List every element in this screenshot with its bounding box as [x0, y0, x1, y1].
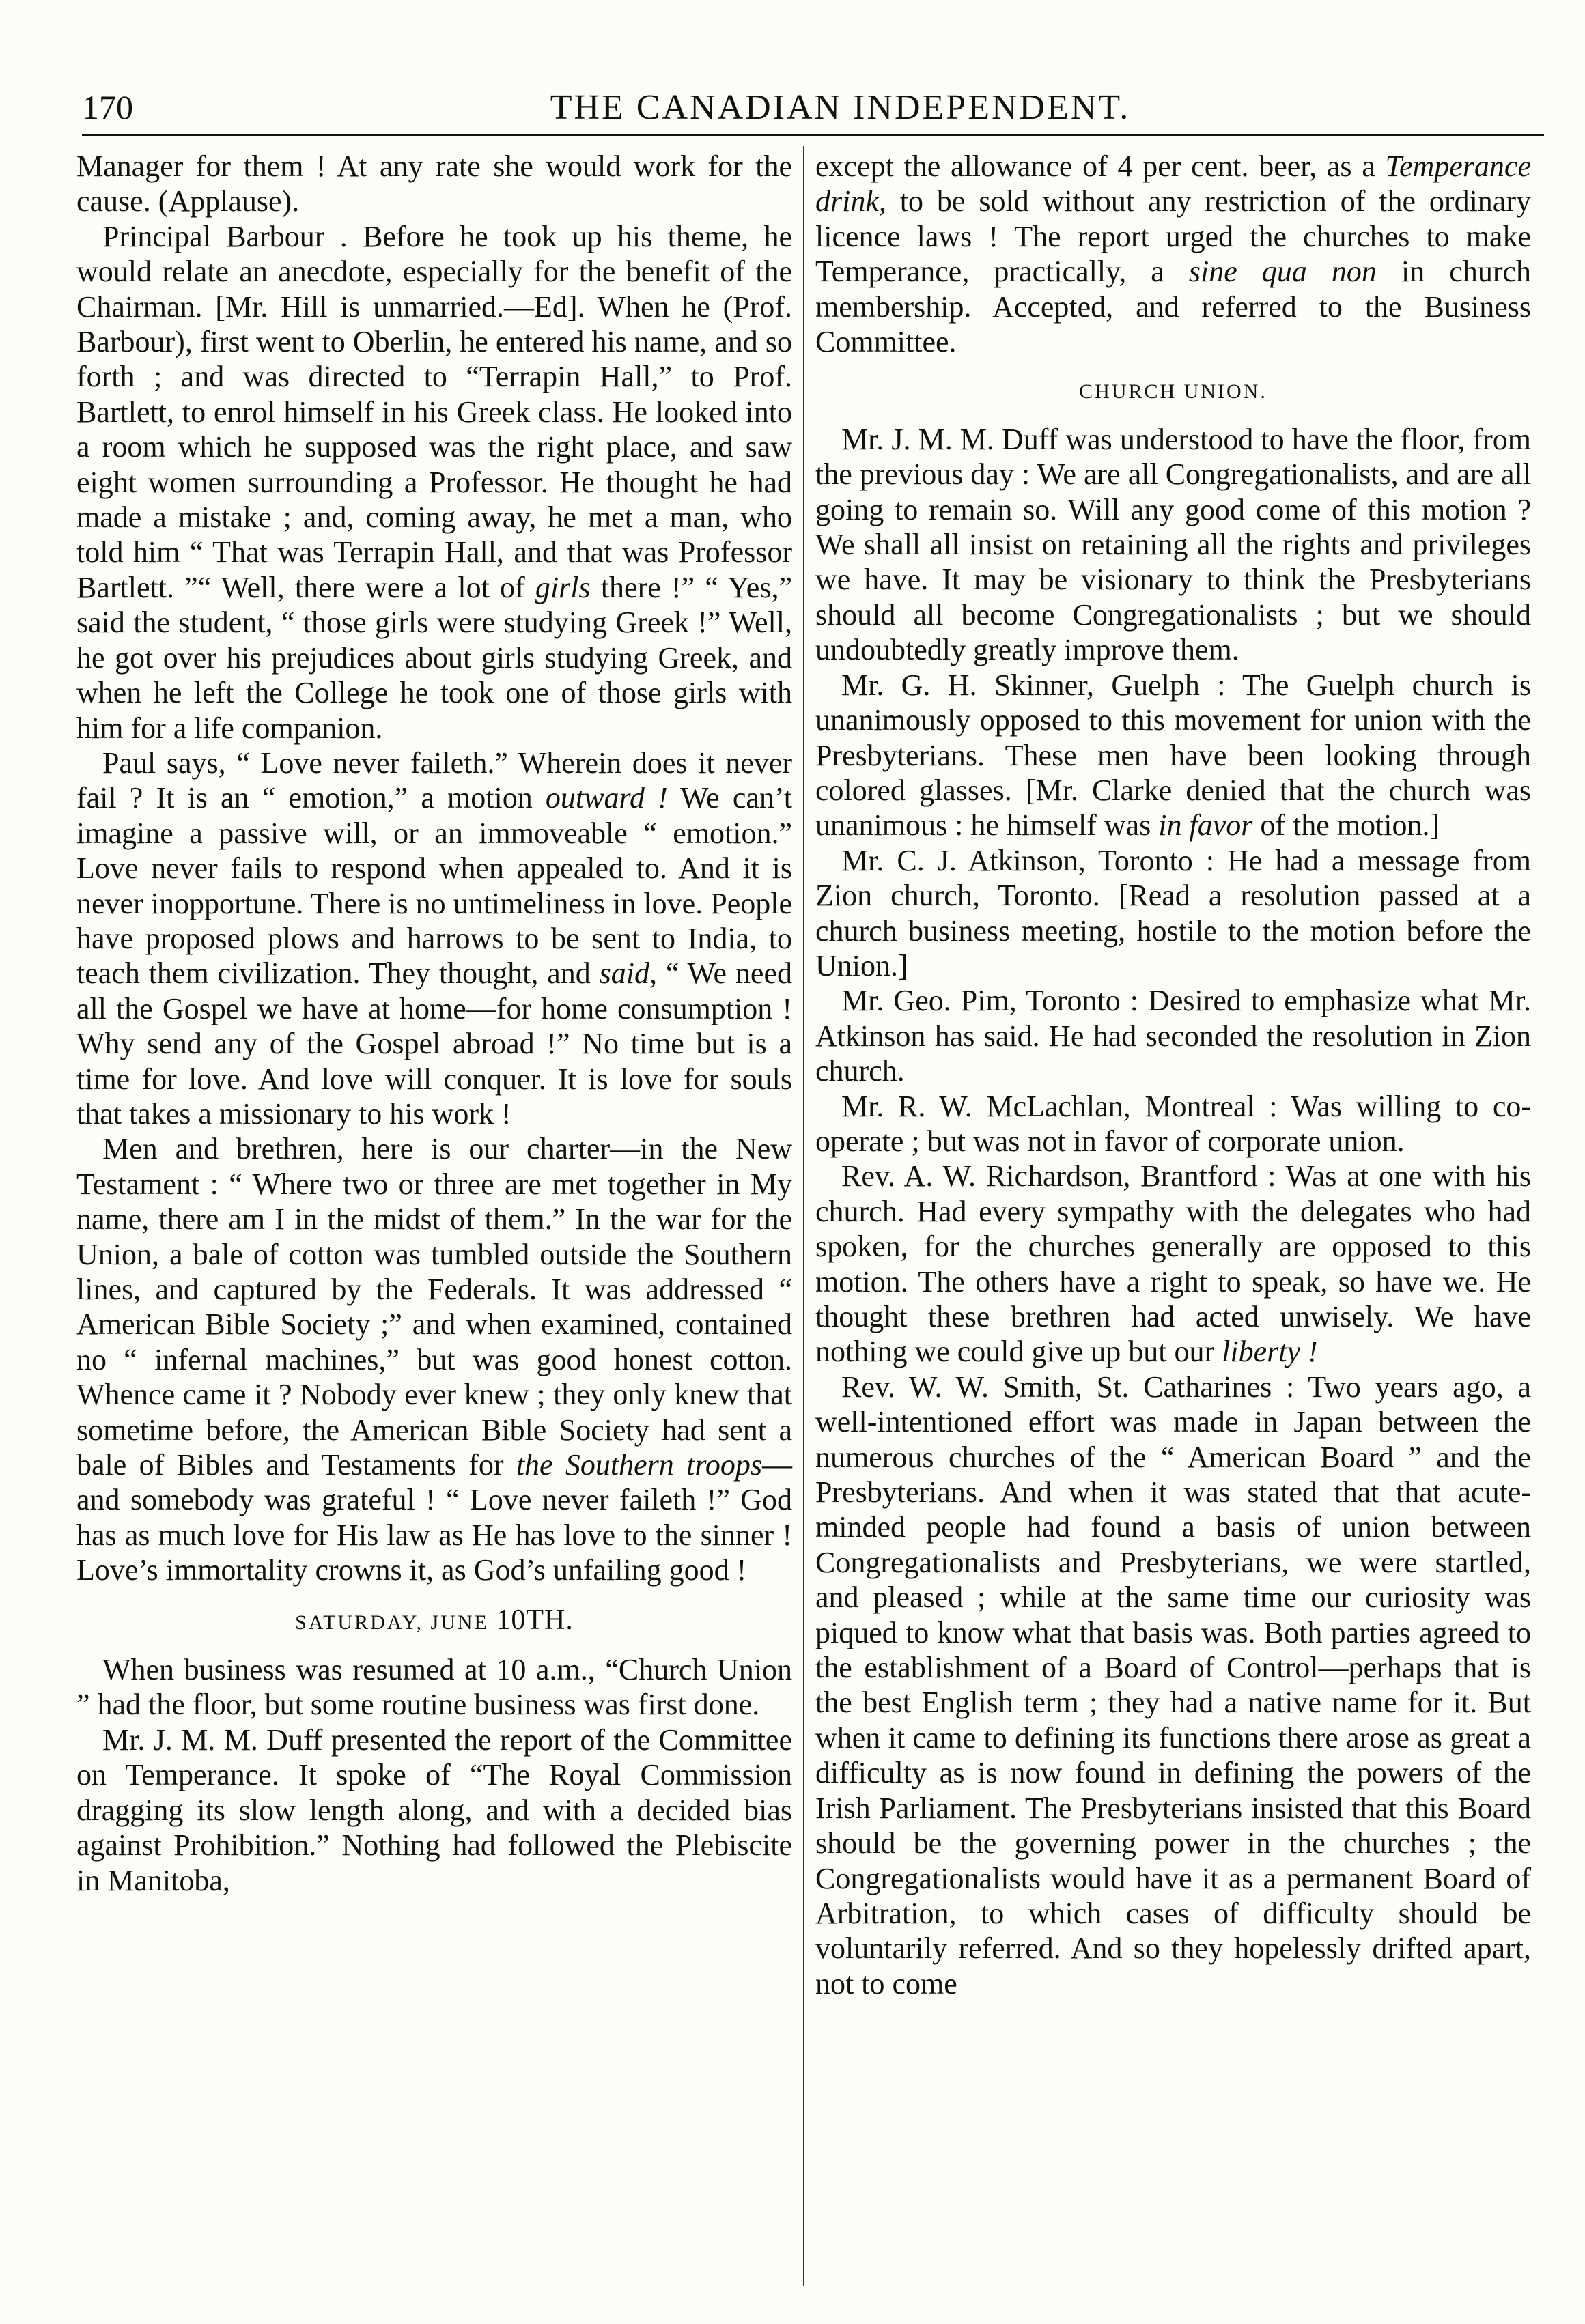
- column-divider: [803, 146, 804, 2286]
- paragraph: Mr. R. W. McLachlan, Montreal : Was willing to co-operate ; but was not in favor of corporate union.: [815, 1089, 1531, 1158]
- paragraph: When business was resumed at 10 a.m., “Church Union ” had the floor, but some routine business was first done.: [76, 1653, 792, 1722]
- paragraph: except the allowance of 4 per cent. beer, as a Temperance drink, to be sold without any restriction of the ordinary licence laws ! The report urged the churches to make Temperance, practically, a sine qua non in church membership. Accepted, and referred to the Business Committee.: [815, 150, 1532, 359]
- journal-title: THE CANADIAN INDEPENDENT.: [550, 88, 1131, 127]
- section-heading-saturday: SATURDAY, JUNE 10TH.: [295, 1604, 574, 1636]
- paragraph: Mr. J. M. M. Duff was understood to have the floor, from the previous day : We are all Congregationalists, and are all going to remain so. Will any good come of this motion ? We shall all insist on retaining all the rights and privileges we have. It may be visionary to think the Presbyterians should all become Congregationalists ; but we should undoubtedly greatly improve them.: [815, 422, 1531, 667]
- paragraph: Rev. A. W. Richardson, Brantford : Was at one with his church. Had every sympathy with the delegates who had spoken, for the churches generally are opposed to this motion. The others have a right to speak, so have we. He thought these brethren had acted unwisely. We have nothing we could give up but our liberty !: [815, 1159, 1531, 1369]
- paragraph: Men and brethren, here is our charter—in the New Testament : “ Where two or three are met together in My name, there am I in the midst of them.” In the war for the Union, a bale of cotton was tumbled outside the Southern lines, and captured by the Federals. It was addressed “ American Bible Society ;” and when examined, contained no “ infernal machines,” but was good honest cotton. Whence came it ? Nobody ever knew ; they only knew that sometime before, the American Bible Society had sent a bale of Bibles and Testaments for the Southern troops—and somebody was grateful ! “ Love never faileth !” God has as much love for His law as He has love to the sinner ! Love’s immortality crowns it, as God’s unfailing good !: [76, 1132, 792, 1587]
- page-number: 170: [82, 88, 133, 126]
- paragraph: Rev. W. W. Smith, St. Catharines : Two years ago, a well-intentioned effort was made in Japan between the numerous churches of the “ American Board ” and the Presbyterians. And when it was stated that that acute-minded people had found a basis of union between Congregationalists and Presbyterians, we were startled, and pleased ; while at the same time our curiosity was piqued to know what that basis was. Both parties agreed to the establishment of a Board of Control—perhaps that is the best English term ; they had a native name for it. But when it came to defining its functions there arose as great a difficulty as is now found in defining the powers of the Irish Parliament. The Presbyterians insisted that this Board should be the governing power in the churches ; the Congregationalists would have it as a permanent Board of Arbitration, to which cases of difficulty should be voluntarily referred. And so they hopelessly drifted apart, not to come: [815, 1370, 1531, 2000]
- page-header: [82, 81, 1544, 136]
- left-column: [76, 149, 792, 1898]
- paragraph: Mr. Geo. Pim, Toronto : Desired to emphasize what Mr. Atkinson has said. He had seconded the resolution in Zion church.: [815, 984, 1531, 1088]
- paragraph: Mr. J. M. M. Duff presented the report of the Committee on Temperance. It spoke of “The Royal Commission dragging its slow length along, and with a decided bias against Prohibition.” Nothing had followed the Plebiscite in Manitoba,: [76, 1723, 792, 1897]
- right-column: [815, 149, 1531, 2001]
- paragraph: Principal Barbour . Before he took up his theme, he would relate an anecdote, especially for the benefit of the Chairman. [Mr. Hill is unmarried.—Ed]. When he (Prof. Barbour), first went to Oberlin, he entered his name, and so forth ; and was directed to “Terrapin Hall,” to Prof. Bartlett, to enrol himself in his Greek class. He looked into a room which he supposed was the right place, and saw eight women surrounding a Professor. He thought he had made a mistake ; and, coming away, he met a man, who told him “ That was Terrapin Hall, and that was Professor Bartlett. ”“ Well, there were a lot of girls there !” “ Yes,” said the student, “ those girls were studying Greek !” Well, he got over his prejudices about girls studying Greek, and when he left the College he took one of those girls with him for a life companion.: [76, 219, 792, 745]
- paragraph: Manager for them ! At any rate she would work for the cause. (Applause).: [76, 150, 792, 218]
- paragraph: Mr. G. H. Skinner, Guelph : The Guelph church is unanimously opposed to this movement for union with the Presbyterians. These men have been looking through colored glasses. [Mr. Clarke denied that the church was unanimous : he himself was in favor of the motion.]: [815, 668, 1531, 842]
- paragraph: Mr. C. J. Atkinson, Toronto : He had a message from Zion church, Toronto. [Read a resolution passed at a church business meeting, hostile to the motion before the Union.]: [815, 843, 1531, 982]
- paragraph: Paul says, “ Love never faileth.” Wherein does it never fail ? It is an “ emotion,” a motion outward ! We can’t imagine a passive will, or an immoveable “ emotion.” Love never fails to respond when appealed to. And it is never inopportune. There is no untimeliness in love. People have proposed plows and harrows to be sent to India, to teach them civilization. They thought, and said, “ We need all the Gospel we have at home—for home consumption ! Why send any of the Gospel abroad !” No time but is a time for love. And love will conquer. It is love for souls that takes a missionary to his work !: [76, 746, 792, 1131]
- section-heading-church-union: CHURCH UNION.: [1079, 380, 1267, 403]
